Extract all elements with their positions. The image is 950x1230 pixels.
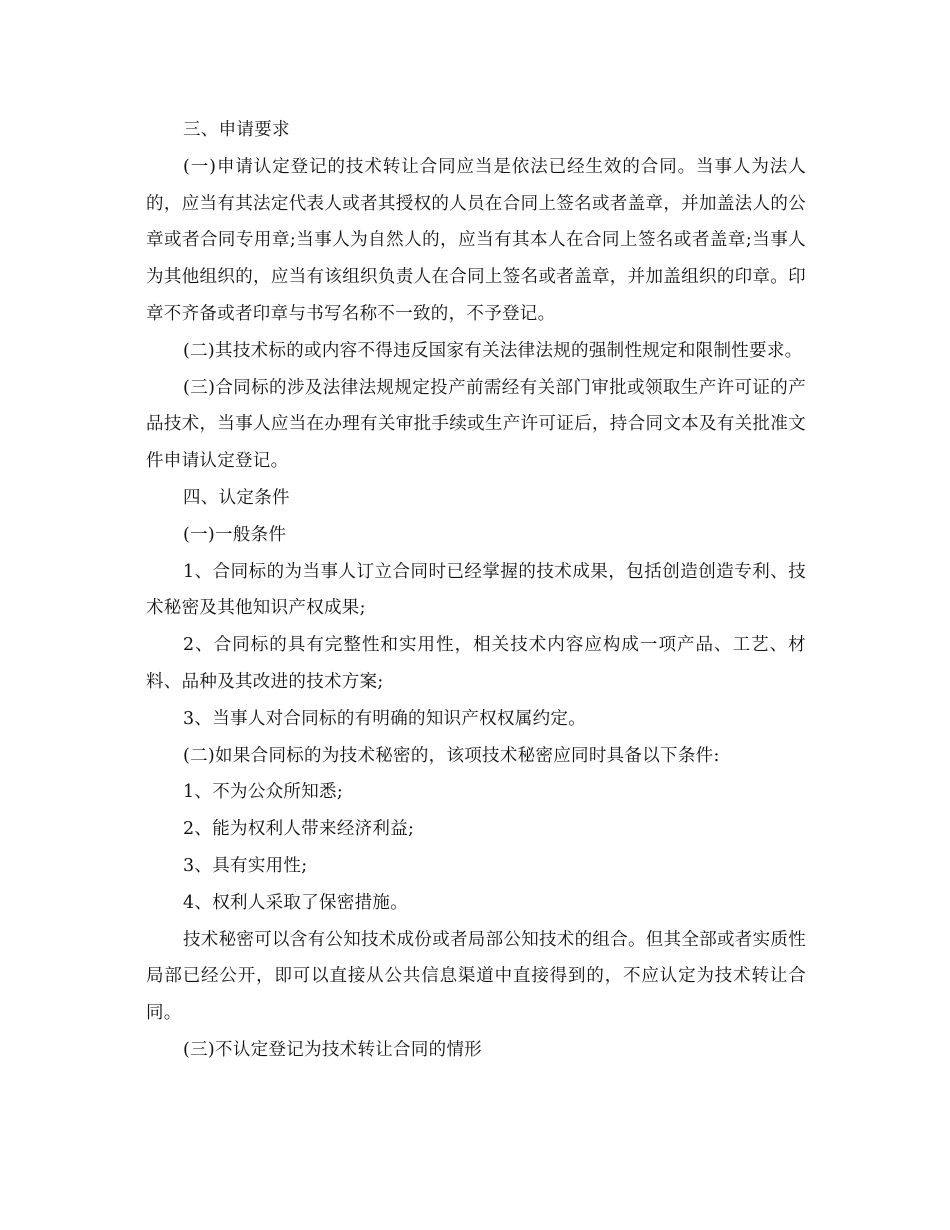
section-heading-recognition-conditions: 四、认定条件 [183, 487, 290, 508]
list-item-secret-3: 3、具有实用性; [183, 855, 308, 876]
list-item-secret-4: 4、权利人采取了保密措施。 [183, 892, 409, 913]
document-body [146, 112, 806, 1069]
list-item-general-3: 3、当事人对合同标的有明确的知识产权权属约定。 [183, 708, 587, 729]
list-item-general-1: 1、合同标的为当事人订立合同时已经掌握的技术成果，包括创造创造专利、技术秘密及其他知识产权成果; [146, 561, 806, 619]
paragraph-requirement-1: (一)申请认定登记的技术转让合同应当是依法已经生效的合同。当事人为法人的，应当有其法定代表人或者其授权的人员在合同上签名或者盖章，并加盖法人的公章或者合同专用章;当事人为自然人的，应当有其本人在合同上签名或者盖章;当事人为其他组织的，应当有该组织负责人在合同上签名或者盖章，并加盖组织的印章。印章不齐备或者印章与书写名称不一致的，不予登记。 [146, 156, 806, 324]
paragraph-requirement-3: (三)合同标的涉及法律法规规定投产前需经有关部门审批或领取生产许可证的产品技术，当事人应当在办理有关审批手续或生产许可证后，持合同文本及有关批准文件申请认定登记。 [146, 377, 806, 472]
paragraph-requirement-2: (二)其技术标的或内容不得违反国家有关法律法规的强制性规定和限制性要求。 [183, 340, 803, 361]
list-item-secret-2: 2、能为权利人带来经济利益; [183, 819, 415, 840]
section-heading-application-requirements: 三、申请要求 [183, 120, 290, 140]
subheading-technical-secret: (二)如果合同标的为技术秘密的，该项技术秘密应同时具备以下条件: [183, 745, 720, 766]
paragraph-secret-note: 技术秘密可以含有公知技术成份或者局部公知技术的组合。但其全部或者实质性局部已经公开，即可以直接从公共信息渠道中直接得到的，不应认定为技术转让合同。 [146, 929, 806, 1024]
list-item-secret-1: 1、不为公众所知悉; [183, 782, 344, 803]
subheading-general-conditions: (一)一般条件 [183, 524, 287, 545]
list-item-general-2: 2、合同标的具有完整性和实用性，相关技术内容应构成一项产品、工艺、材料、品种及其改进的技术方案; [146, 635, 806, 692]
subheading-non-registration-cases: (三)不认定登记为技术转让合同的情形 [183, 1039, 483, 1060]
